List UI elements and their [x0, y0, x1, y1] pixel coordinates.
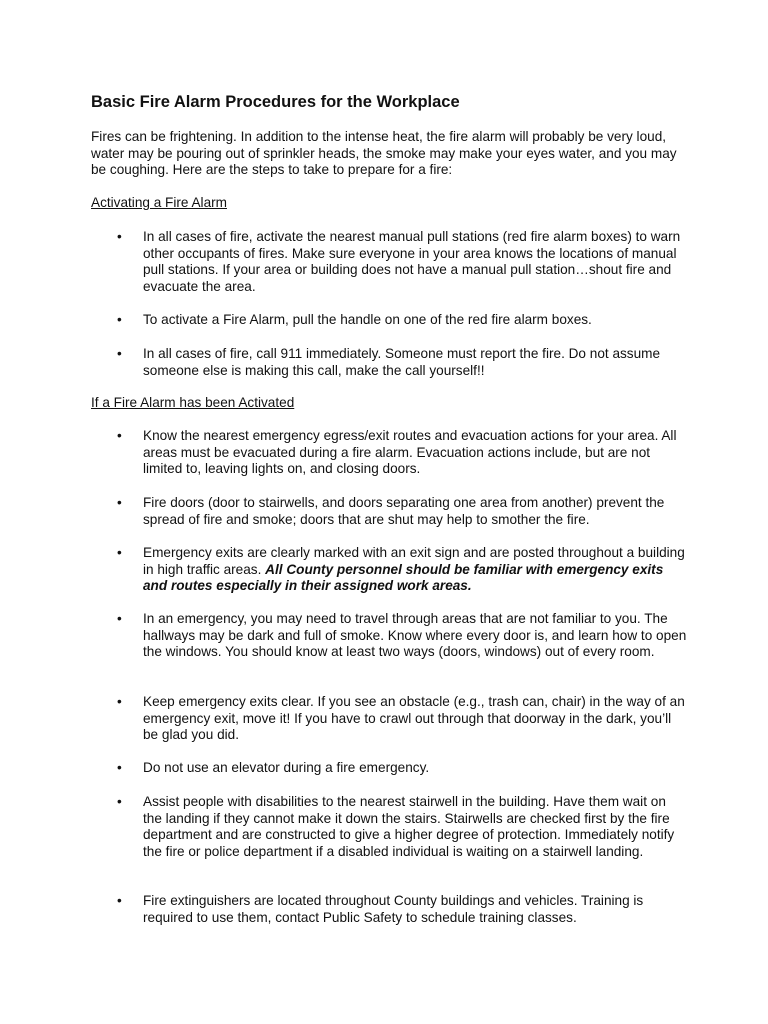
list-item	[143, 545, 688, 595]
document-title: Basic Fire Alarm Procedures for the Workplace	[91, 93, 460, 111]
bullet-icon: •	[117, 760, 122, 775]
bullet-icon: •	[117, 893, 122, 908]
bullet-icon: •	[117, 346, 122, 361]
bullet-icon: •	[117, 312, 122, 327]
bullet-icon: •	[117, 545, 122, 560]
emphasis-text: All County personnel should be familiar with emergency exits and routes especially in their assigned work areas.	[143, 561, 664, 594]
bullet-icon: •	[117, 794, 122, 809]
bullet-icon: •	[117, 694, 122, 709]
bullet-icon: •	[117, 229, 122, 244]
section-heading-activating: Activating a Fire Alarm	[91, 195, 227, 210]
list-item: Do not use an elevator during a fire emergency.	[143, 760, 430, 775]
section-heading-activated: If a Fire Alarm has been Activated	[91, 395, 295, 410]
list-item: Fire extinguishers are located throughout County buildings and vehicles. Training is required to use them, contact Public Safety to schedule training classes.	[143, 893, 644, 925]
list-item: Know the nearest emergency egress/exit routes and evacuation actions for your area. All areas must be evacuated during a fire alarm. Evacuation actions include, but are not limited to, leaving lights on, and closing doors.	[143, 428, 677, 477]
list-item: To activate a Fire Alarm, pull the handle on one of the red fire alarm boxes.	[143, 312, 592, 327]
list-item-text: Emergency exits are clearly marked with an exit sign and are posted throughout a building in high traffic areas.	[143, 545, 685, 577]
list-item: Keep emergency exits clear. If you see an obstacle (e.g., trash can, chair) in the way of an emergency exit, move it! If you have to crawl out through that doorway in the dark, you’ll be glad you did.	[143, 694, 685, 743]
list-item: Assist people with disabilities to the nearest stairwell in the building. Have them wait on the landing if they cannot make it down the stairs. Stairwells are checked first by the fire department and are constructed to give a higher degree of protection. Immediately notify the fire or police department if a disabled individual is waiting on a stairwell landing.	[143, 794, 675, 859]
list-item: In an emergency, you may need to travel through areas that are not familiar to you. The hallways may be dark and full of smoke. Know where every door is, and learn how to open the windows. You should know at least two ways (doors, windows) out of every room.	[143, 611, 687, 660]
bullet-icon: •	[117, 428, 122, 443]
list-item: In all cases of fire, call 911 immediately. Someone must report the fire. Do not assume someone else is making this call, make the call yourself!!	[143, 346, 661, 378]
bullet-icon: •	[117, 495, 122, 510]
intro-paragraph: Fires can be frightening. In addition to the intense heat, the fire alarm will probably be very loud, water may be pouring out of sprinkler heads, the smoke may make your eyes water, and you may be coughing. Here are the steps to take to prepare for a fire:	[91, 129, 677, 178]
list-item: Fire doors (door to stairwells, and doors separating one area from another) prevent the spread of fire and smoke; doors that are shut may help to smother the fire.	[143, 495, 665, 527]
bullet-icon: •	[117, 611, 122, 626]
list-item: In all cases of fire, activate the nearest manual pull stations (red fire alarm boxes) to warn other occupants of fires. Make sure everyone in your area knows the locations of manual pull stations. If your area or building does not have a manual pull station…shout fire and evacuate the area.	[143, 229, 681, 294]
